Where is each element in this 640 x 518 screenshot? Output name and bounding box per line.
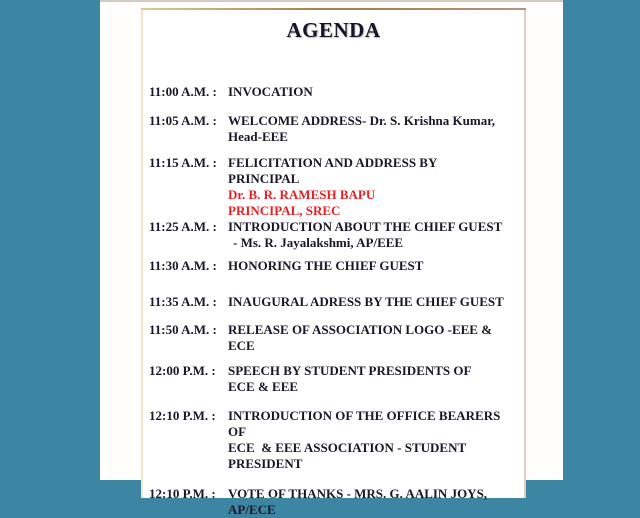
page-title: AGENDA: [286, 18, 381, 42]
agenda-time: 11:50 A.M. :: [149, 322, 217, 337]
agenda-time: 11:35 A.M. :: [149, 294, 217, 309]
agenda-row: [149, 294, 520, 310]
agenda-time: 11:25 A.M. :: [149, 219, 217, 234]
agenda-description: [228, 408, 520, 472]
agenda-description: [228, 322, 520, 354]
agenda-line: VOTE OF THANKS - MRS. G. AALIN JOYS,: [228, 486, 488, 501]
agenda-row: [149, 486, 520, 518]
agenda-row: [149, 113, 520, 145]
agenda-description: [228, 155, 520, 219]
agenda-line-highlight: Dr. B. R. RAMESH BAPU: [228, 187, 376, 202]
agenda-row: [149, 219, 520, 251]
agenda-line: HONORING THE CHIEF GUEST: [228, 258, 424, 273]
agenda-line: INAUGURAL ADRESS BY THE CHIEF GUEST: [228, 294, 504, 309]
agenda-line: - Ms. R. Jayalakshmi, AP/EEE: [233, 235, 404, 250]
agenda-line: WELCOME ADDRESS- Dr. S. Krishna Kumar, Head-EEE: [228, 113, 499, 144]
agenda-line: SPEECH BY STUDENT PRESIDENTS OF: [228, 363, 472, 378]
agenda-line: FELICITATION AND ADDRESS BY: [228, 155, 438, 170]
agenda-time: 11:05 A.M. :: [149, 113, 217, 128]
agenda-line-highlight: PRINCIPAL, SREC: [228, 203, 341, 218]
agenda-description: [228, 113, 520, 145]
agenda-time: 11:30 A.M. :: [149, 258, 217, 273]
agenda-border-frame: [141, 8, 526, 517]
agenda-row: [149, 155, 520, 219]
agenda-line: RELEASE OF ASSOCIATION LOGO -EEE & ECE: [228, 322, 496, 353]
agenda-row: [149, 363, 520, 395]
agenda-time: 12:10 P.M. :: [149, 408, 216, 423]
agenda-description: [228, 84, 520, 100]
agenda-time: 12:00 P.M. :: [149, 363, 216, 378]
agenda-line: INTRODUCTION OF THE OFFICE BEARERS OF: [228, 408, 504, 439]
agenda-row: [149, 84, 520, 100]
agenda-line: AP/ECE: [228, 502, 276, 517]
page-top-edge: [100, 0, 563, 2]
agenda-list: [143, 84, 524, 518]
agenda-description: [228, 294, 520, 310]
agenda-line: INVOCATION: [228, 84, 313, 99]
frame-top-border: [141, 8, 526, 10]
agenda-description: [228, 363, 520, 395]
agenda-description: [228, 258, 520, 274]
agenda-row: [149, 322, 520, 354]
agenda-description: [228, 219, 520, 251]
document-page: [100, 0, 563, 517]
agenda-time: 11:00 A.M. :: [149, 84, 217, 99]
agenda-row: [149, 408, 520, 472]
agenda-line: INTRODUCTION ABOUT THE CHIEF GUEST: [228, 219, 503, 234]
agenda-description: [228, 486, 520, 518]
agenda-time: 12:10 P.M. :: [149, 486, 216, 501]
agenda-line: PRINCIPAL: [228, 171, 300, 186]
agenda-line: ECE & EEE: [228, 379, 299, 394]
agenda-time: 11:15 A.M. :: [149, 155, 217, 170]
agenda-row: [149, 258, 520, 274]
agenda-line: ECE & EEE ASSOCIATION - STUDENT PRESIDENT: [228, 440, 470, 471]
